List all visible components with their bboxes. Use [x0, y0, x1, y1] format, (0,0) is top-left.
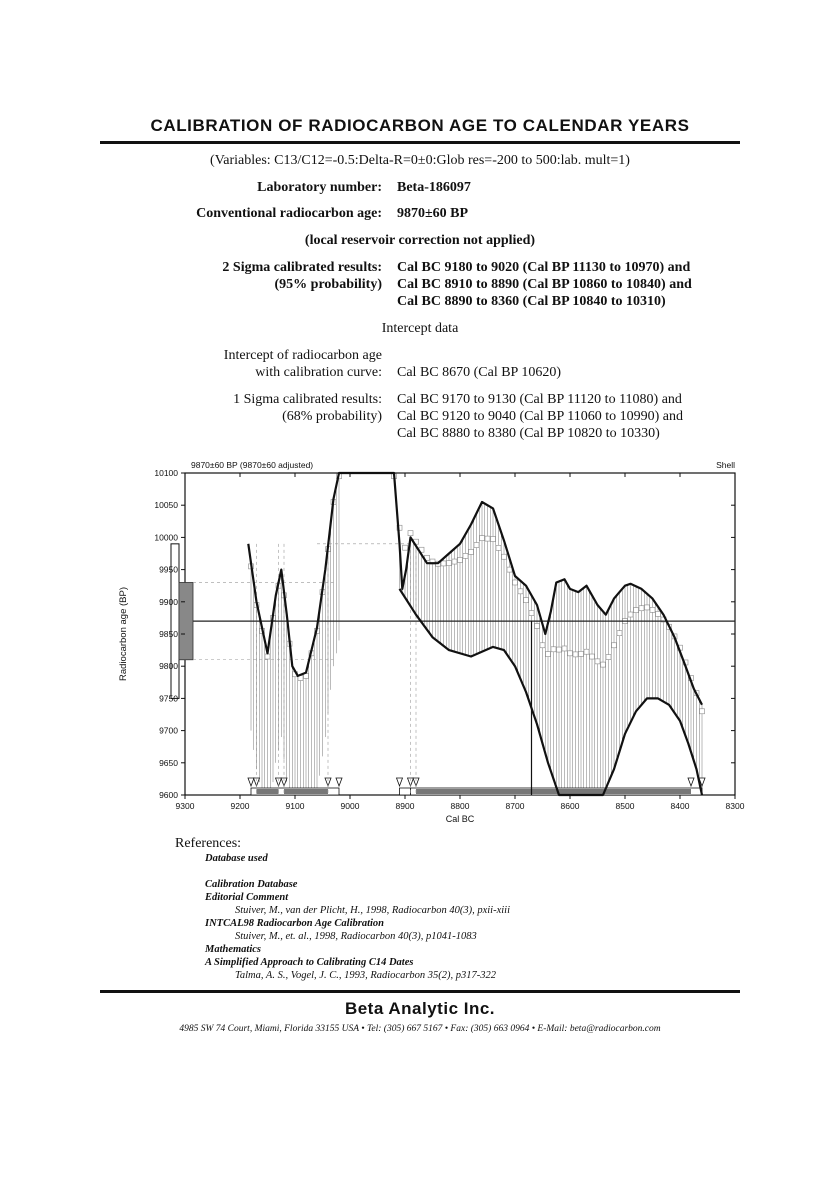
x-axis-label: Cal BC: [445, 814, 475, 824]
y-tick-label: 9600: [159, 790, 178, 800]
curve-center-marker: [606, 655, 611, 660]
page-title: CALIBRATION OF RADIOCARBON AGE TO CALENDAR YEARS: [150, 116, 690, 135]
reference-line: Mathematics: [205, 944, 262, 955]
y-tick-label: 9800: [159, 661, 178, 672]
reference-line: Talma, A. S., Vogel, J. C., 1993, Radiocarbon 35(2), p317-322: [235, 970, 497, 981]
curve-center-marker: [513, 580, 518, 585]
reference-line: Database used: [205, 853, 268, 864]
intercept-label-2: with calibration curve:: [255, 365, 382, 380]
curve-center-marker: [408, 531, 413, 536]
curve-center-marker: [480, 536, 485, 541]
references-heading: References:: [175, 836, 242, 851]
reference-line: A Simplified Approach to Calibrating C14 Dates: [205, 957, 414, 968]
calibration-curve-upper: [248, 473, 702, 705]
y-axis-label: Radiocarbon age (BP): [118, 587, 129, 681]
reference-line: Calibration Database: [205, 879, 298, 890]
y-tick-label: 9700: [159, 725, 178, 736]
sigma2-result-3: Cal BC 8890 to 8360 (Cal BP 10840 to 10310): [397, 294, 666, 309]
sigma1-result-1: Cal BC 9170 to 9130 (Cal BP 11120 to 11080) and: [397, 392, 682, 407]
curve-center-marker: [535, 623, 540, 628]
sigma2-probability: (95% probability): [274, 277, 382, 292]
chart-title: 9870±60 BP (9870±60 adjusted): [191, 460, 314, 470]
curve-center-marker: [518, 589, 523, 594]
curve-center-marker: [458, 557, 463, 562]
x-tick-label: 8900: [395, 801, 415, 811]
curve-center-marker: [491, 537, 496, 542]
x-tick-label: 9300: [175, 801, 195, 811]
one-sigma-range-bar: [416, 789, 691, 794]
y-tick-label: 10100: [154, 468, 178, 478]
curve-center-marker: [551, 647, 556, 652]
x-tick-label: 9000: [340, 801, 360, 811]
sigma2-result-2: Cal BC 8910 to 8890 (Cal BP 10860 to 10840) and: [397, 277, 692, 292]
x-tick-label: 8800: [450, 801, 470, 811]
range-marker: [688, 778, 694, 786]
reservoir-note: (local reservoir correction not applied): [304, 233, 536, 248]
curve-center-marker: [502, 554, 507, 559]
curve-center-marker: [463, 553, 468, 558]
title-rule: [100, 141, 740, 144]
reference-line: Editorial Comment: [205, 892, 289, 903]
chart-corner-label: Shell: [716, 460, 735, 470]
x-tick-label: 8600: [560, 801, 580, 811]
curve-center-marker: [590, 654, 595, 659]
curve-center-marker: [628, 612, 633, 617]
y-tick-label: 10000: [154, 532, 178, 543]
references-list: [205, 852, 510, 982]
two-sigma-range-bar: [400, 788, 411, 795]
range-marker: [397, 778, 403, 786]
x-tick-label: 9100: [285, 801, 305, 811]
lab-number-label: Laboratory number:: [257, 180, 382, 195]
curve-center-marker: [656, 611, 661, 616]
intercept-label-1: Intercept of radiocarbon age: [223, 348, 382, 363]
curve-center-marker: [579, 651, 584, 656]
curve-center-marker: [403, 545, 408, 550]
one-sigma-age-box: [179, 582, 193, 659]
y-tick-label: 9750: [159, 693, 178, 704]
y-tick-label: 10050: [154, 500, 178, 511]
sigma2-result-1: Cal BC 9180 to 9020 (Cal BP 11130 to 10970) and: [397, 260, 691, 275]
sigma1-result-2: Cal BC 9120 to 9040 (Cal BP 11060 to 10990) and: [397, 409, 683, 424]
x-tick-label: 8300: [725, 801, 745, 811]
calibration-chart: [110, 450, 750, 835]
x-tick-label: 9200: [230, 801, 250, 811]
curve-center-marker: [447, 561, 452, 566]
intercept-value: Cal BC 8670 (Cal BP 10620): [397, 365, 561, 380]
curve-center-marker: [573, 652, 578, 657]
curve-center-marker: [524, 598, 529, 603]
reference-line: Stuiver, M., van der Plicht, H., 1998, Radiocarbon 40(3), pxii-xiii: [235, 905, 510, 916]
intercept-heading: Intercept data: [381, 321, 459, 336]
curve-center-marker: [540, 643, 545, 648]
curve-center-marker: [617, 631, 622, 636]
company-address: 4985 SW 74 Court, Miami, Florida 33155 USA • Tel: (305) 667 5167 • Fax: (305) 663 0964 • E-Mail: beta@radiocarbon.com: [179, 1024, 661, 1034]
x-tick-label: 8500: [615, 801, 635, 811]
sigma1-result-3: Cal BC 8880 to 8380 (Cal BP 10820 to 10330): [397, 426, 660, 441]
reference-line: Stuiver, M., et. al., 1998, Radiocarbon 40(3), p1041-1083: [235, 931, 477, 942]
curve-center-marker: [474, 543, 479, 548]
curve-center-marker: [265, 654, 270, 659]
curve-center-marker: [700, 709, 705, 714]
footer-rule: [100, 990, 740, 993]
curve-center-marker: [441, 561, 446, 566]
range-marker: [248, 778, 254, 786]
x-tick-label: 8400: [670, 801, 690, 811]
company-name: Beta Analytic Inc.: [344, 999, 496, 1018]
conventional-age-label: Conventional radiocarbon age:: [196, 206, 382, 221]
curve-center-marker: [584, 649, 589, 654]
curve-center-marker: [562, 646, 567, 651]
curve-center-marker: [639, 606, 644, 611]
curve-center-marker: [601, 662, 606, 667]
y-tick-label: 9650: [159, 757, 178, 768]
one-sigma-range-bar: [284, 789, 328, 794]
curve-center-marker: [645, 605, 650, 610]
curve-center-marker: [529, 611, 534, 616]
curve-center-marker: [557, 647, 562, 652]
reference-line: [205, 865, 510, 878]
reference-line: INTCAL98 Radiocarbon Age Calibration: [205, 918, 385, 929]
sigma2-label: 2 Sigma calibrated results:: [222, 260, 382, 275]
lab-number-value: Beta-186097: [397, 180, 471, 195]
variables-line: (Variables: C13/C12=-0.5:Delta-R=0±0:Glob res=-200 to 500:lab. mult=1): [210, 153, 630, 168]
x-tick-label: 8700: [505, 801, 525, 811]
curve-center-marker: [496, 545, 501, 550]
sigma1-label: 1 Sigma calibrated results:: [233, 392, 382, 407]
curve-center-marker: [485, 536, 490, 541]
sigma1-probability: (68% probability): [282, 409, 382, 424]
range-marker: [336, 778, 342, 786]
curve-center-marker: [568, 651, 573, 656]
curve-center-marker: [650, 607, 655, 612]
curve-center-marker: [612, 643, 617, 648]
y-tick-label: 9950: [159, 564, 178, 575]
y-tick-label: 9900: [159, 596, 178, 607]
curve-center-marker: [595, 659, 600, 664]
curve-center-marker: [546, 652, 551, 657]
y-tick-label: 9850: [159, 629, 178, 639]
curve-center-marker: [507, 567, 512, 572]
curve-center-marker: [634, 608, 639, 613]
conventional-age-value: 9870±60 BP: [397, 206, 469, 221]
curve-center-marker: [452, 559, 457, 564]
one-sigma-range-bar: [257, 789, 279, 794]
curve-center-marker: [469, 549, 474, 554]
